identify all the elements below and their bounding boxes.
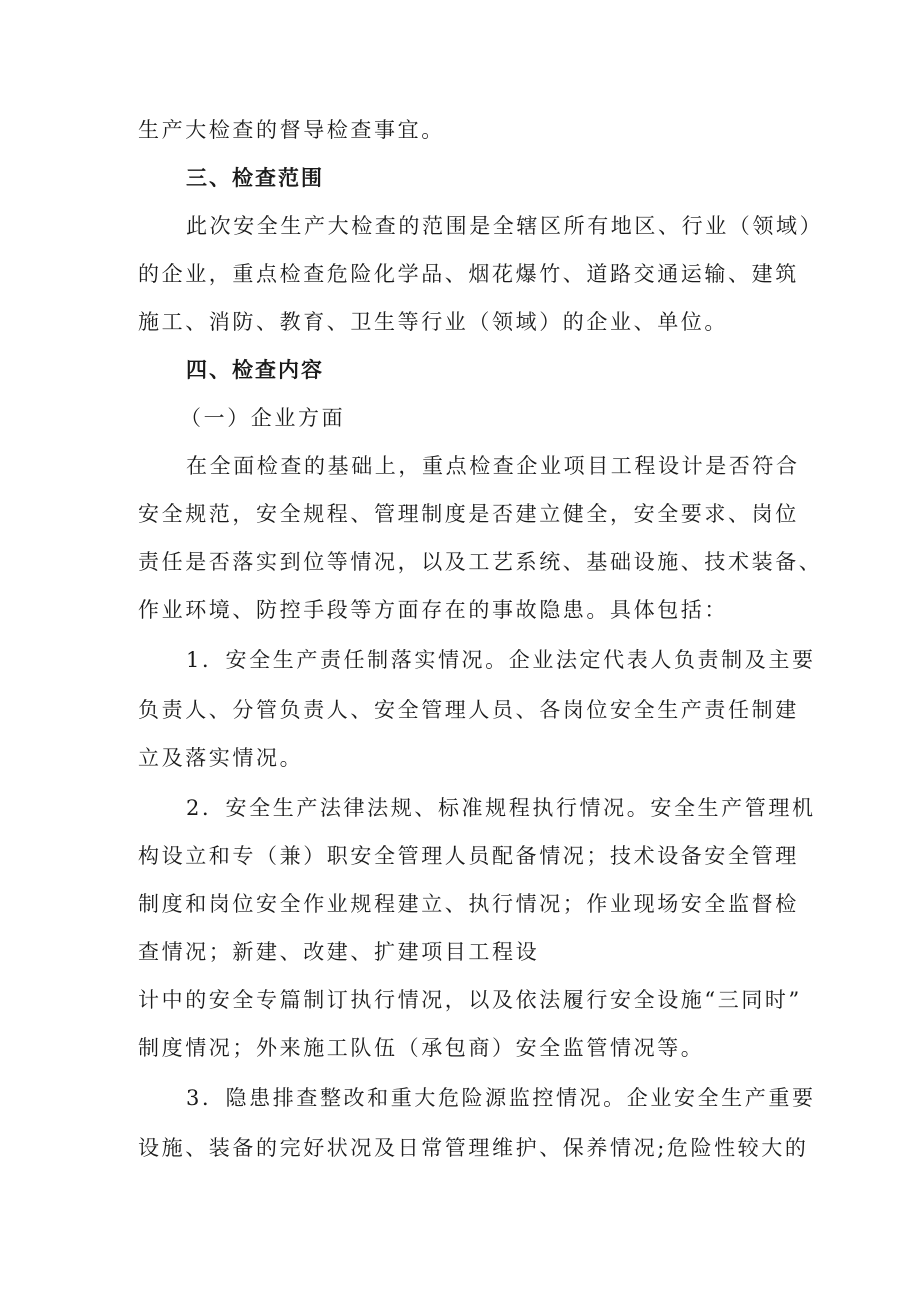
list-item-1: 1．安全生产责任制落实情况。企业法定代表人负责制及主要 [186,648,816,672]
text-line: 计中的安全专篇制订执行情况，以及依法履行安全设施“三同时” [138,988,802,1012]
subsection-heading: （一）企业方面 [180,406,346,430]
text-line: 负责人、分管负责人、安全管理人员、各岗位安全生产责任制建 [138,698,799,722]
text-line: 制度情况；外来施工队伍（承包商）安全监管情况等。 [138,1036,705,1060]
text-line: 制度和岗位安全作业规程建立、执行情况；作业现场安全监督检 [138,892,799,916]
text-line: 设施、装备的完好状况及日常管理维护、保养情况;危险性较大的 [138,1136,809,1160]
text-line: 生产大检查的督导检查事宜。 [138,118,445,142]
text-line: 安全规范，安全规程、管理制度是否建立健全，安全要求、岗位 [138,502,799,526]
list-item-2: 2．安全生产法律法规、标准规程执行情况。安全生产管理机 [186,796,816,820]
section-heading-scope: 三、检查范围 [186,166,324,190]
text-line: 责任是否落实到位等情况，以及工艺系统、基础设施、技术装备、 [138,550,823,574]
text-line: 构设立和专（兼）职安全管理人员配备情况；技术设备安全管理 [138,844,799,868]
text-line: 查情况；新建、改建、扩建项目工程设 [138,940,540,964]
text-line: 立及落实情况。 [138,746,304,770]
text-line: 施工、消防、教育、卫生等行业（领域）的企业、单位。 [138,310,728,334]
text-line: 此次安全生产大检查的范围是全辖区所有地区、行业（领域） [186,214,824,238]
section-heading-content: 四、检查内容 [186,358,324,382]
text-line: 作业环境、防控手段等方面存在的事故隐患。具体包括： [138,598,728,622]
text-line: 在全面检查的基础上，重点检查企业项目工程设计是否符合 [186,454,800,478]
list-item-3: 3．隐患排查整改和重大危险源监控情况。企业安全生产重要 [186,1086,816,1110]
text-line: 的企业，重点检查危险化学品、烟花爆竹、道路交通运输、建筑 [138,262,799,286]
